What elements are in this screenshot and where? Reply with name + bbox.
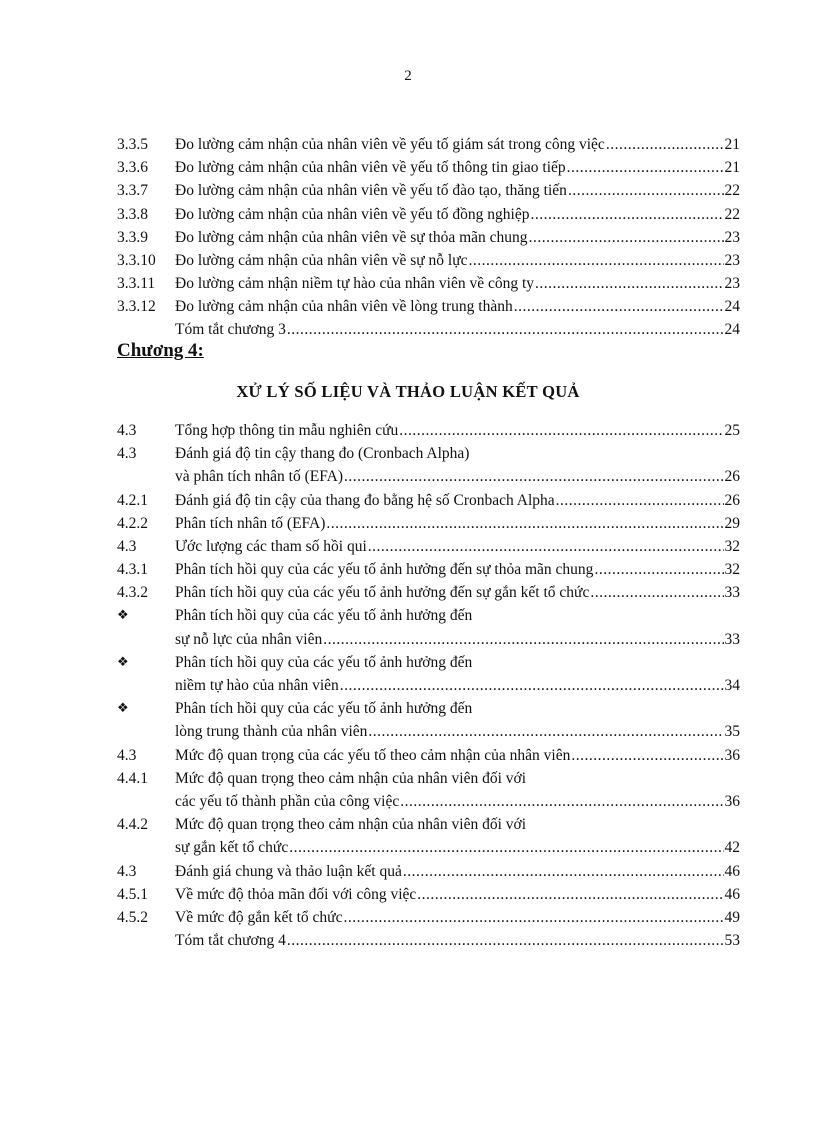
toc-entry[interactable] bbox=[117, 179, 740, 202]
toc-entry-page: 22 bbox=[724, 205, 740, 223]
toc-entry-title: và phân tích nhân tố (EFA) bbox=[175, 468, 344, 486]
dot-leader bbox=[368, 720, 723, 743]
toc-entry[interactable] bbox=[117, 156, 740, 179]
toc-entry-page: 42 bbox=[724, 839, 740, 857]
toc-entry-title: các yếu tố thành phần của công việc bbox=[175, 792, 400, 810]
toc-entry-title: lòng trung thành của nhân viên bbox=[175, 723, 368, 741]
toc-entry[interactable] bbox=[117, 581, 740, 604]
toc-entry[interactable] bbox=[117, 883, 740, 906]
toc-entry-page: 24 bbox=[724, 321, 740, 339]
toc-entry-number: 3.3.5 bbox=[117, 135, 148, 153]
toc-entry-title: Đo lường cảm nhận của nhân viên về yếu tố thông tin giao tiếp bbox=[175, 159, 566, 177]
toc-entry-title: Tóm tắt chương 4 bbox=[175, 932, 286, 950]
toc-entry-page: 53 bbox=[724, 932, 740, 950]
toc-entry[interactable] bbox=[117, 767, 740, 790]
toc-entry-number: 4.2.1 bbox=[117, 491, 148, 509]
toc-entry[interactable] bbox=[117, 489, 740, 512]
toc-entry-page: 36 bbox=[724, 792, 740, 810]
toc-entry-page: 23 bbox=[724, 251, 740, 269]
toc-entry[interactable] bbox=[117, 813, 740, 836]
dot-leader bbox=[287, 929, 724, 952]
toc-entry-title: Mức độ quan trọng theo cảm nhận của nhân viên đối với bbox=[175, 816, 527, 834]
toc-entry[interactable] bbox=[117, 226, 740, 249]
toc-entry-number: 4.4.1 bbox=[117, 769, 148, 787]
toc-section-chapter-3 bbox=[117, 133, 740, 342]
toc-entry[interactable] bbox=[117, 605, 740, 628]
dot-leader bbox=[571, 744, 723, 767]
toc-entry-page: 33 bbox=[724, 584, 740, 602]
toc-entry-number: 4.3.2 bbox=[117, 584, 148, 602]
dot-leader bbox=[323, 628, 723, 651]
chapter-heading: Chương 4: bbox=[117, 340, 204, 361]
dot-leader bbox=[326, 512, 723, 535]
dot-leader bbox=[417, 883, 723, 906]
toc-entry-title: sự gắn kết tổ chức bbox=[175, 839, 289, 857]
toc-entry[interactable] bbox=[117, 651, 740, 674]
toc-entry-title: sự nỗ lực của nhân viên bbox=[175, 630, 323, 648]
dot-leader bbox=[368, 535, 724, 558]
toc-entry-number: 3.3.12 bbox=[117, 298, 156, 316]
toc-entry[interactable] bbox=[117, 906, 740, 929]
toc-entry-title: Đo lường cảm nhận của nhân viên về yếu tố đào tạo, thăng tiến bbox=[175, 182, 567, 200]
dot-leader bbox=[340, 674, 724, 697]
toc-entry[interactable] bbox=[117, 295, 740, 318]
toc-entry-title: Phân tích hồi quy của các yếu tố ảnh hưởng đến sự gắn kết tổ chức bbox=[175, 584, 590, 602]
toc-entry-page: 23 bbox=[724, 275, 740, 293]
dot-leader bbox=[594, 558, 723, 581]
toc-entry-title: Ước lượng các tham số hồi qui bbox=[175, 537, 367, 555]
toc-entry-page: 33 bbox=[724, 630, 740, 648]
toc-entry[interactable] bbox=[117, 744, 740, 767]
dot-leader bbox=[287, 318, 724, 341]
toc-entry-title: Đánh giá chung và thảo luận kết quả bbox=[175, 862, 402, 880]
bullet-diamond-icon: ❖ bbox=[117, 701, 129, 717]
toc-entry-title: Đo lường cảm nhận của nhân viên về sự nỗ lực bbox=[175, 251, 468, 269]
toc-entry-title: Đo lường cảm nhận của nhân viên về sự thỏa mãn chung bbox=[175, 228, 528, 246]
toc-entry-page: 26 bbox=[724, 468, 740, 486]
toc-entry-page: 24 bbox=[724, 298, 740, 316]
toc-entry-title: Phân tích hồi quy của các yếu tố ảnh hưởng đến bbox=[175, 700, 473, 718]
toc-entry-title: Phân tích nhân tố (EFA) bbox=[175, 514, 326, 532]
dot-leader bbox=[567, 156, 724, 179]
toc-entry-number: 4.3 bbox=[117, 862, 137, 880]
bullet-diamond-icon: ❖ bbox=[117, 608, 129, 624]
toc-entry-number: 3.3.11 bbox=[117, 275, 156, 293]
dot-leader bbox=[469, 249, 724, 272]
toc-entry-title: Đo lường cảm nhận của nhân viên về yếu tố đồng nghiệp bbox=[175, 205, 530, 223]
toc-entry-number: 4.3 bbox=[117, 445, 137, 463]
toc-entry-number: 3.3.6 bbox=[117, 159, 148, 177]
toc-entry-title: Tóm tắt chương 3 bbox=[175, 321, 286, 339]
dot-leader bbox=[568, 179, 724, 202]
toc-entry-number: 3.3.8 bbox=[117, 205, 148, 223]
toc-entry-page: 21 bbox=[724, 135, 740, 153]
toc-entry-title: Đo lường cảm nhận của nhân viên về yếu tố giám sát trong công việc bbox=[175, 135, 605, 153]
toc-entry[interactable] bbox=[117, 558, 740, 581]
dot-leader bbox=[556, 489, 724, 512]
toc-entry-title: niềm tự hào của nhân viên bbox=[175, 677, 339, 695]
toc-entry-title: Đo lường cảm nhận niềm tự hào của nhân viên về công ty bbox=[175, 275, 535, 293]
dot-leader bbox=[529, 226, 724, 249]
toc-entry-title: Đánh giá độ tin cậy thang đo (Cronbach Alpha) bbox=[175, 445, 470, 463]
toc-entry-title: Mức độ quan trọng theo cảm nhận của nhân viên đối với bbox=[175, 769, 527, 787]
toc-entry-number: 4.4.2 bbox=[117, 816, 148, 834]
bullet-diamond-icon: ❖ bbox=[117, 654, 129, 670]
toc-entry-number: 4.5.1 bbox=[117, 885, 148, 903]
toc-entry-page: 49 bbox=[724, 908, 740, 926]
toc-entry-page: 23 bbox=[724, 228, 740, 246]
toc-entry-page: 34 bbox=[724, 677, 740, 695]
toc-entry[interactable] bbox=[117, 790, 740, 813]
toc-entry[interactable] bbox=[117, 512, 740, 535]
toc-entry[interactable] bbox=[117, 203, 740, 226]
dot-leader bbox=[399, 419, 723, 442]
toc-entry-page: 46 bbox=[724, 862, 740, 880]
dot-leader bbox=[343, 906, 723, 929]
toc-entry[interactable] bbox=[117, 860, 740, 883]
toc-entry[interactable] bbox=[117, 720, 740, 743]
dot-leader bbox=[403, 860, 724, 883]
toc-entry[interactable] bbox=[117, 674, 740, 697]
toc-entry-number: 4.2.2 bbox=[117, 514, 148, 532]
toc-entry-title: Phân tích hồi quy của các yếu tố ảnh hưởng đến bbox=[175, 653, 473, 671]
toc-entry[interactable] bbox=[117, 929, 740, 952]
toc-entry-number: 3.3.7 bbox=[117, 182, 148, 200]
toc-entry-number: 4.3 bbox=[117, 746, 137, 764]
dot-leader bbox=[590, 581, 723, 604]
toc-entry-title: Phân tích hồi quy của các yếu tố ảnh hưởng đến sự thỏa mãn chung bbox=[175, 561, 594, 579]
toc-entry-number: 4.3.1 bbox=[117, 561, 148, 579]
dot-leader bbox=[289, 836, 723, 859]
toc-entry[interactable] bbox=[117, 249, 740, 272]
toc-entry-page: 32 bbox=[724, 561, 740, 579]
toc-entry-page: 26 bbox=[724, 491, 740, 509]
toc-entry-number: 4.3 bbox=[117, 537, 137, 555]
toc-entry-page: 22 bbox=[724, 182, 740, 200]
toc-entry-page: 21 bbox=[724, 159, 740, 177]
toc-entry-page: 35 bbox=[724, 723, 740, 741]
toc-entry[interactable] bbox=[117, 465, 740, 488]
toc-entry[interactable] bbox=[117, 272, 740, 295]
toc-entry[interactable] bbox=[117, 442, 740, 465]
toc-entry-number: 4.3 bbox=[117, 421, 137, 439]
toc-entry-page: 32 bbox=[724, 537, 740, 555]
toc-entry-page: 46 bbox=[724, 885, 740, 903]
dot-leader bbox=[606, 133, 724, 156]
toc-entry-title: Về mức độ thỏa mãn đối với công việc bbox=[175, 885, 417, 903]
toc-entry[interactable] bbox=[117, 697, 740, 720]
dot-leader bbox=[344, 465, 723, 488]
toc-entry-title: Về mức độ gắn kết tổ chức bbox=[175, 908, 343, 926]
toc-entry[interactable] bbox=[117, 319, 740, 342]
toc-entry-title: Tổng hợp thông tin mẫu nghiên cứu bbox=[175, 421, 399, 439]
toc-entry-page: 25 bbox=[724, 421, 740, 439]
chapter-title: XỬ LÝ SỐ LIỆU VÀ THẢO LUẬN KẾT QUẢ bbox=[236, 382, 580, 401]
toc-entry[interactable] bbox=[117, 133, 740, 156]
toc-entry-number: 3.3.9 bbox=[117, 228, 148, 246]
toc-entry[interactable] bbox=[117, 836, 740, 859]
toc-entry-title: Đánh giá độ tin cậy của thang đo bằng hệ số Cronbach Alpha bbox=[175, 491, 555, 509]
dot-leader bbox=[531, 203, 724, 226]
toc-entry-page: 36 bbox=[724, 746, 740, 764]
toc-entry-number: 3.3.10 bbox=[117, 251, 156, 269]
toc-entry[interactable] bbox=[117, 419, 740, 442]
toc-entry-title: Mức độ quan trọng của các yếu tố theo cảm nhận của nhân viên bbox=[175, 746, 571, 764]
toc-entry-title: Phân tích hồi quy của các yếu tố ảnh hưởng đến bbox=[175, 607, 473, 625]
dot-leader bbox=[514, 295, 724, 318]
page-number: 2 bbox=[404, 68, 412, 84]
toc-entry[interactable] bbox=[117, 535, 740, 558]
dot-leader bbox=[535, 272, 723, 295]
toc-entry-number: 4.5.2 bbox=[117, 908, 148, 926]
dot-leader bbox=[400, 790, 723, 813]
toc-entry-title: Đo lường cảm nhận của nhân viên về lòng trung thành bbox=[175, 298, 513, 316]
toc-entry[interactable] bbox=[117, 628, 740, 651]
toc-section-chapter-4 bbox=[117, 419, 740, 952]
toc-entry-page: 29 bbox=[724, 514, 740, 532]
